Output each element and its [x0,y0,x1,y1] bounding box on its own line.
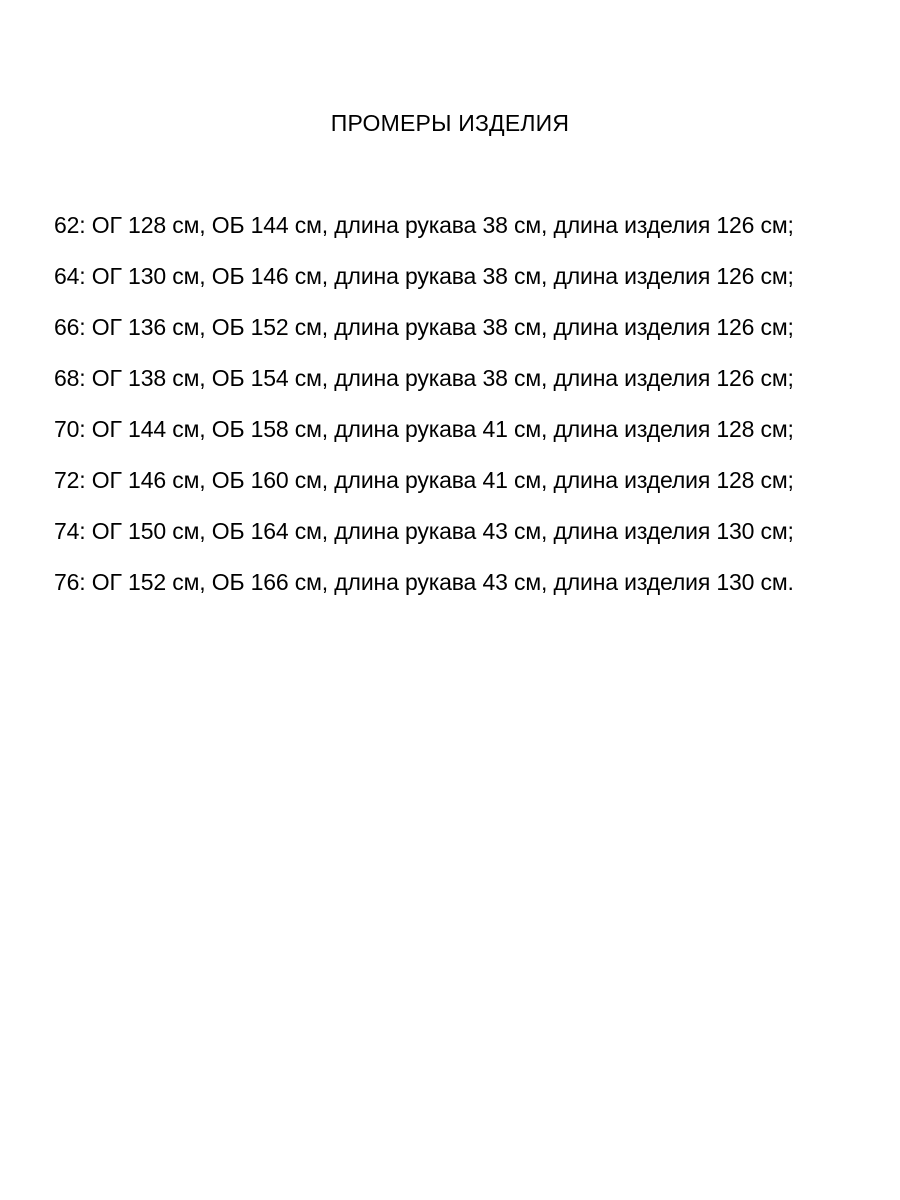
size-line-76: 76: ОГ 152 см, ОБ 166 см, длина рукава 43 см, длина изделия 130 см. [54,569,794,595]
size-line-72: 72: ОГ 146 см, ОБ 160 см, длина рукава 41 см, длина изделия 128 см; [54,467,794,493]
size-line-70: 70: ОГ 144 см, ОБ 158 см, длина рукава 41 см, длина изделия 128 см; [54,416,794,442]
size-line-64: 64: ОГ 130 см, ОБ 146 см, длина рукава 38 см, длина изделия 126 см; [54,263,794,289]
size-line-74: 74: ОГ 150 см, ОБ 164 см, длина рукава 43 см, длина изделия 130 см; [54,518,794,544]
size-measurements-list [54,210,854,618]
size-line-62: 62: ОГ 128 см, ОБ 144 см, длина рукава 38 см, длина изделия 126 см; [54,212,794,238]
size-line-66: 66: ОГ 136 см, ОБ 152 см, длина рукава 38 см, длина изделия 126 см; [54,314,794,340]
size-line-68: 68: ОГ 138 см, ОБ 154 см, длина рукава 38 см, длина изделия 126 см; [54,365,794,391]
page-title: ПРОМЕРЫ ИЗДЕЛИЯ [330,110,570,136]
